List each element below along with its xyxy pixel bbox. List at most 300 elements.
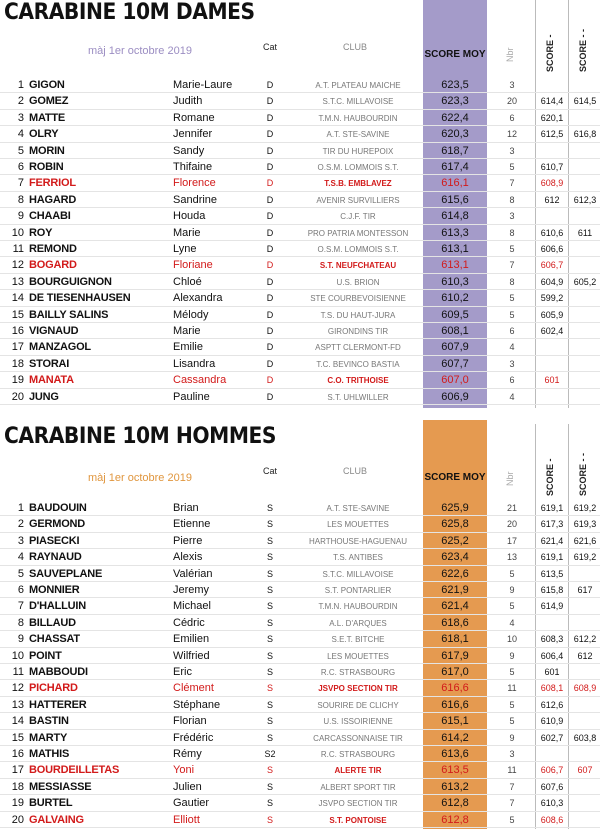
header-cat: Cat: [263, 466, 278, 476]
cell-last-name: CHAABI: [29, 210, 71, 223]
cell-last-name: MATTE: [29, 111, 66, 124]
cell-score-2: 612,2: [573, 634, 597, 645]
cell-score-2: 617: [577, 585, 593, 595]
cell-rank: 14: [11, 292, 24, 305]
cell-last-name: SAUVEPLANE: [29, 567, 103, 580]
cell-score-1: 610,7: [540, 162, 564, 172]
cell-club: S.E.T. BITCHE: [331, 635, 385, 645]
cell-category: S: [266, 568, 273, 579]
cell-rank: 2: [17, 518, 24, 531]
cell-category: D: [266, 276, 274, 287]
cell-first-name: Judith: [173, 95, 203, 108]
cell-first-name: Jeremy: [173, 584, 210, 596]
table-row: [0, 93, 600, 109]
cell-nbr: 7: [509, 781, 515, 792]
cell-last-name: REMOND: [29, 243, 77, 255]
cell-club: C.O. TRITHOISE: [327, 376, 389, 386]
cell-category: D: [266, 326, 274, 336]
header-score-moy: SCORE MOY: [424, 472, 486, 483]
cell-rank: 5: [17, 567, 24, 580]
cell-rank: 10: [11, 649, 24, 662]
cell-nbr: 4: [509, 342, 515, 353]
cell-club: GIRONDINS TIR: [327, 327, 389, 336]
cell-last-name: BOGARD: [29, 259, 77, 272]
table-row: [0, 126, 600, 142]
cell-last-name: BILLAUD: [29, 616, 76, 629]
cell-rank: 7: [17, 600, 24, 613]
cell-score-moy: 610,2: [441, 292, 469, 305]
table-row: [0, 372, 600, 388]
cell-first-name: Alexandra: [173, 292, 223, 305]
cell-score-1: 606,6: [540, 244, 564, 254]
cell-score-2: 619,3: [573, 519, 597, 530]
cell-last-name: BAILLY SALINS: [29, 308, 109, 321]
cell-score-moy: 617,9: [441, 649, 469, 662]
cell-rank: 16: [11, 325, 24, 337]
cell-club: S.T.C. MILLAVOISE: [322, 97, 394, 107]
cell-club: U.S. ISSOIRIENNE: [323, 717, 393, 727]
cell-club: ASPTT CLERMONT-FD: [315, 343, 401, 353]
cell-rank: 15: [11, 731, 24, 744]
cell-nbr: 5: [509, 814, 515, 825]
table-row: [0, 549, 600, 565]
cell-first-name: Julien: [173, 780, 202, 793]
cell-last-name: BAUDOUIN: [29, 502, 87, 514]
cell-score-moy: 612,8: [441, 813, 469, 826]
cell-category: D: [266, 244, 274, 254]
cell-score-moy: 615,1: [441, 715, 469, 728]
cell-nbr: 6: [509, 112, 515, 123]
cell-first-name: Cassandra: [173, 374, 227, 387]
cell-score-moy: 613,2: [441, 780, 469, 793]
cell-club: A.T. PLATEAU MAICHE: [315, 81, 401, 90]
cell-nbr: 3: [509, 211, 515, 222]
cell-club: T.S. ANTIBES: [333, 553, 383, 563]
cell-club: A.T. STE-SAVINE: [326, 130, 390, 140]
cell-nbr: 5: [509, 667, 515, 677]
cell-score-moy: 618,6: [441, 616, 469, 629]
cell-score-moy: 613,6: [441, 748, 469, 760]
table-row: [0, 323, 600, 339]
cell-score-moy: 618,1: [441, 633, 469, 646]
cell-score-moy: 614,8: [441, 210, 469, 223]
cell-last-name: BASTIN: [29, 715, 69, 728]
cell-score-2: 611: [577, 227, 593, 238]
cell-score-moy: 616,6: [441, 682, 469, 695]
cell-nbr: 5: [509, 309, 515, 320]
cell-score-1: 612,5: [540, 129, 564, 140]
cell-category: D: [266, 194, 274, 205]
cell-category: D: [266, 178, 274, 189]
cell-nbr: 7: [509, 798, 515, 809]
cell-last-name: ROBIN: [29, 161, 64, 173]
cell-rank: 17: [11, 341, 24, 354]
cell-score-moy: 623,4: [441, 551, 469, 564]
cell-first-name: Jennifer: [173, 128, 213, 141]
cell-score-moy: 608,1: [441, 325, 469, 337]
cell-category: S: [266, 814, 273, 825]
cell-club: C.J.F. TIR: [340, 212, 376, 222]
cell-nbr: 20: [506, 519, 517, 530]
cell-score-1: 604,9: [540, 276, 564, 287]
cell-score-moy: 612,8: [441, 797, 469, 810]
cell-club: R.C. STRASBOURG: [320, 750, 396, 759]
cell-rank: 12: [11, 259, 24, 272]
cell-nbr: 8: [509, 276, 515, 287]
header-cat: Cat: [263, 42, 278, 52]
cell-club: A.L. D'ARQUES: [329, 618, 387, 628]
cell-rank: 13: [11, 698, 24, 711]
cell-category: D: [266, 211, 274, 222]
cell-category: S2: [264, 749, 276, 759]
cell-nbr: 9: [509, 585, 515, 595]
cell-nbr: 5: [509, 293, 515, 304]
cell-category: S: [266, 585, 273, 595]
cell-score-1: 614,9: [540, 601, 564, 612]
cell-score-1: 602,4: [540, 326, 564, 336]
cell-category: D: [266, 227, 274, 238]
cell-rank: 4: [17, 551, 24, 564]
cell-nbr: 4: [509, 617, 515, 628]
table-row: [0, 192, 600, 208]
table-row: [0, 143, 600, 159]
table-row: [0, 225, 600, 241]
cell-nbr: 11: [507, 765, 517, 776]
cell-club: T.M.N. HAUBOURDIN: [318, 602, 398, 612]
cell-score-moy: 622,6: [441, 567, 469, 580]
cell-last-name: DE TIESENHAUSEN: [29, 292, 131, 305]
cell-score-moy: 617,0: [441, 666, 469, 678]
cell-last-name: FERRIOL: [29, 177, 76, 190]
cell-last-name: HAGARD: [29, 193, 77, 206]
cell-score-1: 620,1: [540, 112, 564, 123]
cell-rank: 14: [11, 715, 24, 728]
cell-nbr: 7: [509, 178, 515, 189]
cell-last-name: PICHARD: [29, 682, 78, 695]
cell-score-1: 610,3: [540, 798, 564, 809]
cell-score-1: 602,7: [540, 732, 564, 743]
cell-last-name: RAYNAUD: [29, 551, 82, 564]
cell-category: S: [266, 535, 273, 546]
table-row: [0, 566, 600, 582]
section-title: CARABINE 10M HOMMES: [4, 424, 276, 449]
table-row: [0, 274, 600, 290]
cell-rank: 8: [17, 193, 24, 206]
cell-rank: 18: [11, 780, 24, 793]
cell-nbr: 4: [509, 391, 515, 402]
cell-category: D: [266, 309, 274, 320]
table-row: [0, 582, 600, 598]
cell-last-name: JUNG: [29, 390, 59, 403]
cell-last-name: CHASSAT: [29, 633, 80, 646]
cell-score-2: 608,9: [573, 683, 597, 694]
cell-club: U.S. BRION: [336, 277, 380, 287]
cell-club: S.T. UHLWILLER: [327, 392, 389, 402]
cell-first-name: Elliott: [173, 813, 200, 826]
table-row: [0, 533, 600, 549]
cell-club: LES MOUETTES: [327, 651, 389, 661]
cell-nbr: 3: [509, 358, 515, 369]
cell-category: S: [266, 601, 273, 612]
cell-score-1: 606,7: [540, 260, 564, 271]
cell-first-name: Wilfried: [173, 649, 210, 662]
cell-category: S: [266, 617, 273, 628]
cell-rank: 15: [11, 308, 24, 321]
cell-first-name: Lyne: [173, 243, 197, 255]
cell-nbr: 3: [509, 749, 515, 759]
table-row: [0, 812, 600, 828]
cell-score-moy: 613,1: [441, 243, 469, 255]
table-row: [0, 110, 600, 126]
cell-category: D: [266, 96, 274, 107]
table-row: [0, 500, 600, 516]
cell-score-moy: 606,9: [441, 390, 469, 403]
cell-rank: 16: [11, 748, 24, 760]
cell-first-name: Brian: [173, 502, 199, 514]
cell-rank: 19: [11, 374, 24, 387]
cell-score-1: 605,9: [540, 309, 564, 320]
cell-category: S: [266, 732, 273, 743]
cell-category: S: [266, 650, 273, 661]
cell-first-name: Pierre: [173, 534, 203, 547]
cell-score-moy: 616,1: [441, 177, 469, 190]
cell-last-name: D'HALLUIN: [29, 600, 87, 613]
cell-last-name: MESSIASSE: [29, 780, 92, 793]
cell-nbr: 6: [509, 326, 515, 336]
cell-rank: 4: [17, 128, 24, 141]
cell-score-2: 619,2: [573, 552, 597, 563]
cell-last-name: MONNIER: [29, 584, 80, 596]
cell-last-name: BOURDEILLETAS: [29, 764, 120, 777]
cell-category: D: [266, 358, 274, 369]
table-row: [0, 762, 600, 778]
cell-score-1: 608,1: [540, 683, 564, 694]
cell-score-moy: 609,5: [441, 308, 469, 321]
cell-club: ALERTE TIR: [334, 766, 382, 776]
cell-last-name: PIASECKI: [29, 534, 80, 547]
cell-nbr: 7: [509, 260, 515, 271]
cell-score-1: 619,1: [540, 552, 564, 563]
cell-first-name: Florian: [173, 715, 207, 728]
cell-first-name: Clément: [173, 682, 214, 695]
cell-score-moy: 623,3: [441, 95, 469, 108]
cell-category: D: [266, 375, 274, 386]
cell-score-1: 606,7: [540, 765, 564, 776]
cell-score-moy: 621,4: [441, 600, 469, 613]
cell-category: D: [266, 162, 274, 172]
cell-last-name: HATTERER: [29, 698, 87, 711]
cell-score-2: 605,2: [573, 276, 597, 287]
cell-club: S.T. NEUFCHATEAU: [319, 261, 397, 271]
cell-first-name: Sandrine: [173, 193, 218, 206]
cell-category: S: [266, 781, 273, 792]
cell-score-1: 601: [544, 667, 560, 677]
cell-score-moy: 610,3: [441, 275, 469, 288]
cell-nbr: 5: [509, 601, 515, 612]
cell-rank: 8: [17, 616, 24, 629]
cell-score-moy: 613,5: [441, 764, 469, 777]
cell-first-name: Mélody: [173, 308, 209, 321]
cell-last-name: MATHIS: [29, 748, 70, 760]
table-row: [0, 516, 600, 532]
cell-score-2: 614,5: [573, 96, 597, 107]
header-score-1: SCORE -: [545, 458, 555, 496]
table-row: [0, 779, 600, 795]
cell-first-name: Marie-Laure: [173, 79, 233, 91]
cell-score-2: 607: [577, 765, 593, 776]
table-row: [0, 795, 600, 811]
cell-category: D: [266, 391, 274, 402]
section-title: CARABINE 10M DAMES: [4, 0, 255, 25]
cell-score-moy: 607,7: [441, 357, 469, 370]
cell-club: T.S. DU HAUT-JURA: [320, 310, 396, 320]
cell-category: S: [266, 798, 273, 809]
cell-club: T.M.N. HAUBOURDIN: [318, 113, 398, 123]
cell-score-2: 619,2: [573, 503, 597, 513]
cell-first-name: Frédéric: [173, 731, 214, 744]
cell-rank: 10: [11, 226, 24, 239]
cell-nbr: 3: [509, 80, 515, 90]
cell-rank: 6: [17, 161, 24, 173]
table-row: [0, 631, 600, 647]
cell-club: R.C. STRASBOURG: [320, 668, 396, 677]
cell-rank: 18: [11, 357, 24, 370]
cell-score-moy: 616,6: [441, 698, 469, 711]
cell-first-name: Emilie: [173, 341, 203, 354]
cell-club: JSVPO SECTION TIR: [318, 799, 398, 809]
table-row: [0, 257, 600, 273]
cell-club: AVENIR SURVILLIERS: [316, 195, 400, 205]
cell-last-name: STORAI: [29, 357, 70, 370]
header-score-moy: SCORE MOY: [424, 49, 486, 60]
cell-last-name: ROY: [29, 226, 53, 239]
cell-score-1: 608,3: [540, 634, 564, 645]
cell-rank: 6: [17, 584, 24, 596]
cell-rank: 7: [17, 177, 24, 190]
cell-first-name: Michael: [173, 600, 211, 613]
cell-club: T.S.B. EMBLAVEZ: [324, 179, 392, 189]
cell-score-1: 607,6: [540, 781, 564, 792]
cell-first-name: Stéphane: [173, 698, 221, 711]
update-date: màj 1er octobre 2019: [88, 472, 192, 484]
cell-last-name: GALVAING: [29, 813, 84, 826]
cell-score-moy: 625,2: [441, 534, 469, 547]
cell-rank: 12: [11, 682, 24, 695]
cell-club: S.T.C. MILLAVOISE: [322, 569, 394, 579]
cell-score-moy: 625,9: [441, 502, 469, 514]
cell-category: S: [266, 634, 273, 645]
cell-first-name: Houda: [173, 210, 206, 223]
cell-rank: 1: [17, 79, 24, 91]
table-row: [0, 290, 600, 306]
table-row: [0, 615, 600, 631]
section-hommes: [0, 424, 600, 829]
cell-rank: 9: [17, 633, 24, 646]
cell-first-name: Chloé: [173, 275, 202, 288]
cell-last-name: VIGNAUD: [29, 325, 79, 337]
cell-score-moy: 617,4: [441, 161, 469, 173]
table-row: [0, 730, 600, 746]
cell-club: STE COURBEVOISIENNE: [310, 294, 406, 304]
cell-last-name: GERMOND: [29, 518, 86, 531]
cell-rank: 3: [17, 534, 24, 547]
table-row: [0, 241, 600, 257]
cell-score-1: 608,6: [540, 814, 564, 825]
cell-club: TIR DU HUREPOIX: [322, 146, 394, 156]
cell-last-name: MORIN: [29, 144, 65, 157]
cell-last-name: MABBOUDI: [29, 666, 88, 678]
cell-first-name: Eric: [173, 666, 192, 678]
cell-club: O.S.M. LOMMOIS S.T.: [317, 163, 399, 172]
cell-first-name: Marie: [173, 226, 201, 239]
cell-score-1: 621,4: [540, 535, 564, 546]
cell-club: SOURIRE DE CLICHY: [317, 700, 399, 710]
cell-score-2: 612: [577, 650, 593, 661]
cell-score-1: 614,4: [540, 96, 564, 107]
table-row: [0, 664, 600, 680]
cell-category: S: [266, 699, 273, 710]
cell-first-name: Thifaine: [173, 161, 213, 173]
cell-nbr: 20: [506, 96, 517, 107]
cell-club: JSVPO SECTION TIR: [318, 684, 398, 694]
cell-last-name: OLRY: [29, 128, 59, 141]
cell-category: D: [266, 260, 274, 271]
cell-last-name: BURTEL: [29, 797, 73, 810]
cell-nbr: 10: [506, 634, 517, 645]
cell-category: S: [266, 716, 273, 727]
cell-nbr: 11: [507, 683, 517, 694]
cell-score-moy: 613,1: [441, 259, 469, 272]
cell-last-name: GOMEZ: [29, 95, 69, 108]
cell-score-1: 601: [544, 375, 560, 386]
cell-last-name: MARTY: [29, 731, 68, 744]
cell-category: S: [266, 765, 273, 776]
cell-nbr: 13: [506, 552, 517, 563]
cell-club: LES MOUETTES: [327, 520, 389, 530]
cell-first-name: Lisandra: [173, 357, 216, 370]
table-row: [0, 356, 600, 372]
cell-nbr: 5: [509, 162, 515, 172]
header-nbr: Nbr: [505, 47, 515, 62]
cell-club: HARTHOUSE-HAGUENAU: [308, 536, 408, 546]
cell-first-name: Cédric: [173, 616, 205, 629]
cell-last-name: BOURGUIGNON: [29, 275, 112, 288]
cell-club: CARCASSONNAISE TIR: [313, 733, 403, 743]
cell-category: D: [266, 293, 274, 304]
cell-nbr: 5: [509, 699, 515, 710]
cell-first-name: Pauline: [173, 390, 210, 403]
cell-last-name: POINT: [29, 649, 62, 662]
cell-last-name: GIGON: [29, 79, 65, 91]
cell-score-1: 612,6: [540, 699, 564, 710]
table-row: [0, 208, 600, 224]
cell-nbr: 5: [509, 568, 515, 579]
cell-category: S: [266, 667, 273, 677]
cell-category: D: [266, 342, 274, 353]
cell-club: ALBERT SPORT TIR: [320, 782, 396, 792]
cell-first-name: Alexis: [173, 551, 203, 564]
cell-score-1: 599,2: [540, 293, 564, 304]
cell-category: D: [266, 145, 274, 156]
cell-first-name: Emilien: [173, 633, 210, 646]
cell-score-1: 619,1: [540, 503, 564, 513]
cell-first-name: Sandy: [173, 144, 205, 157]
cell-club: S.T. PONTARLIER: [324, 586, 392, 595]
table-row: [0, 159, 600, 175]
cell-score-moy: 620,3: [441, 128, 469, 141]
cell-category: S: [266, 503, 273, 513]
cell-rank: 9: [17, 210, 24, 223]
